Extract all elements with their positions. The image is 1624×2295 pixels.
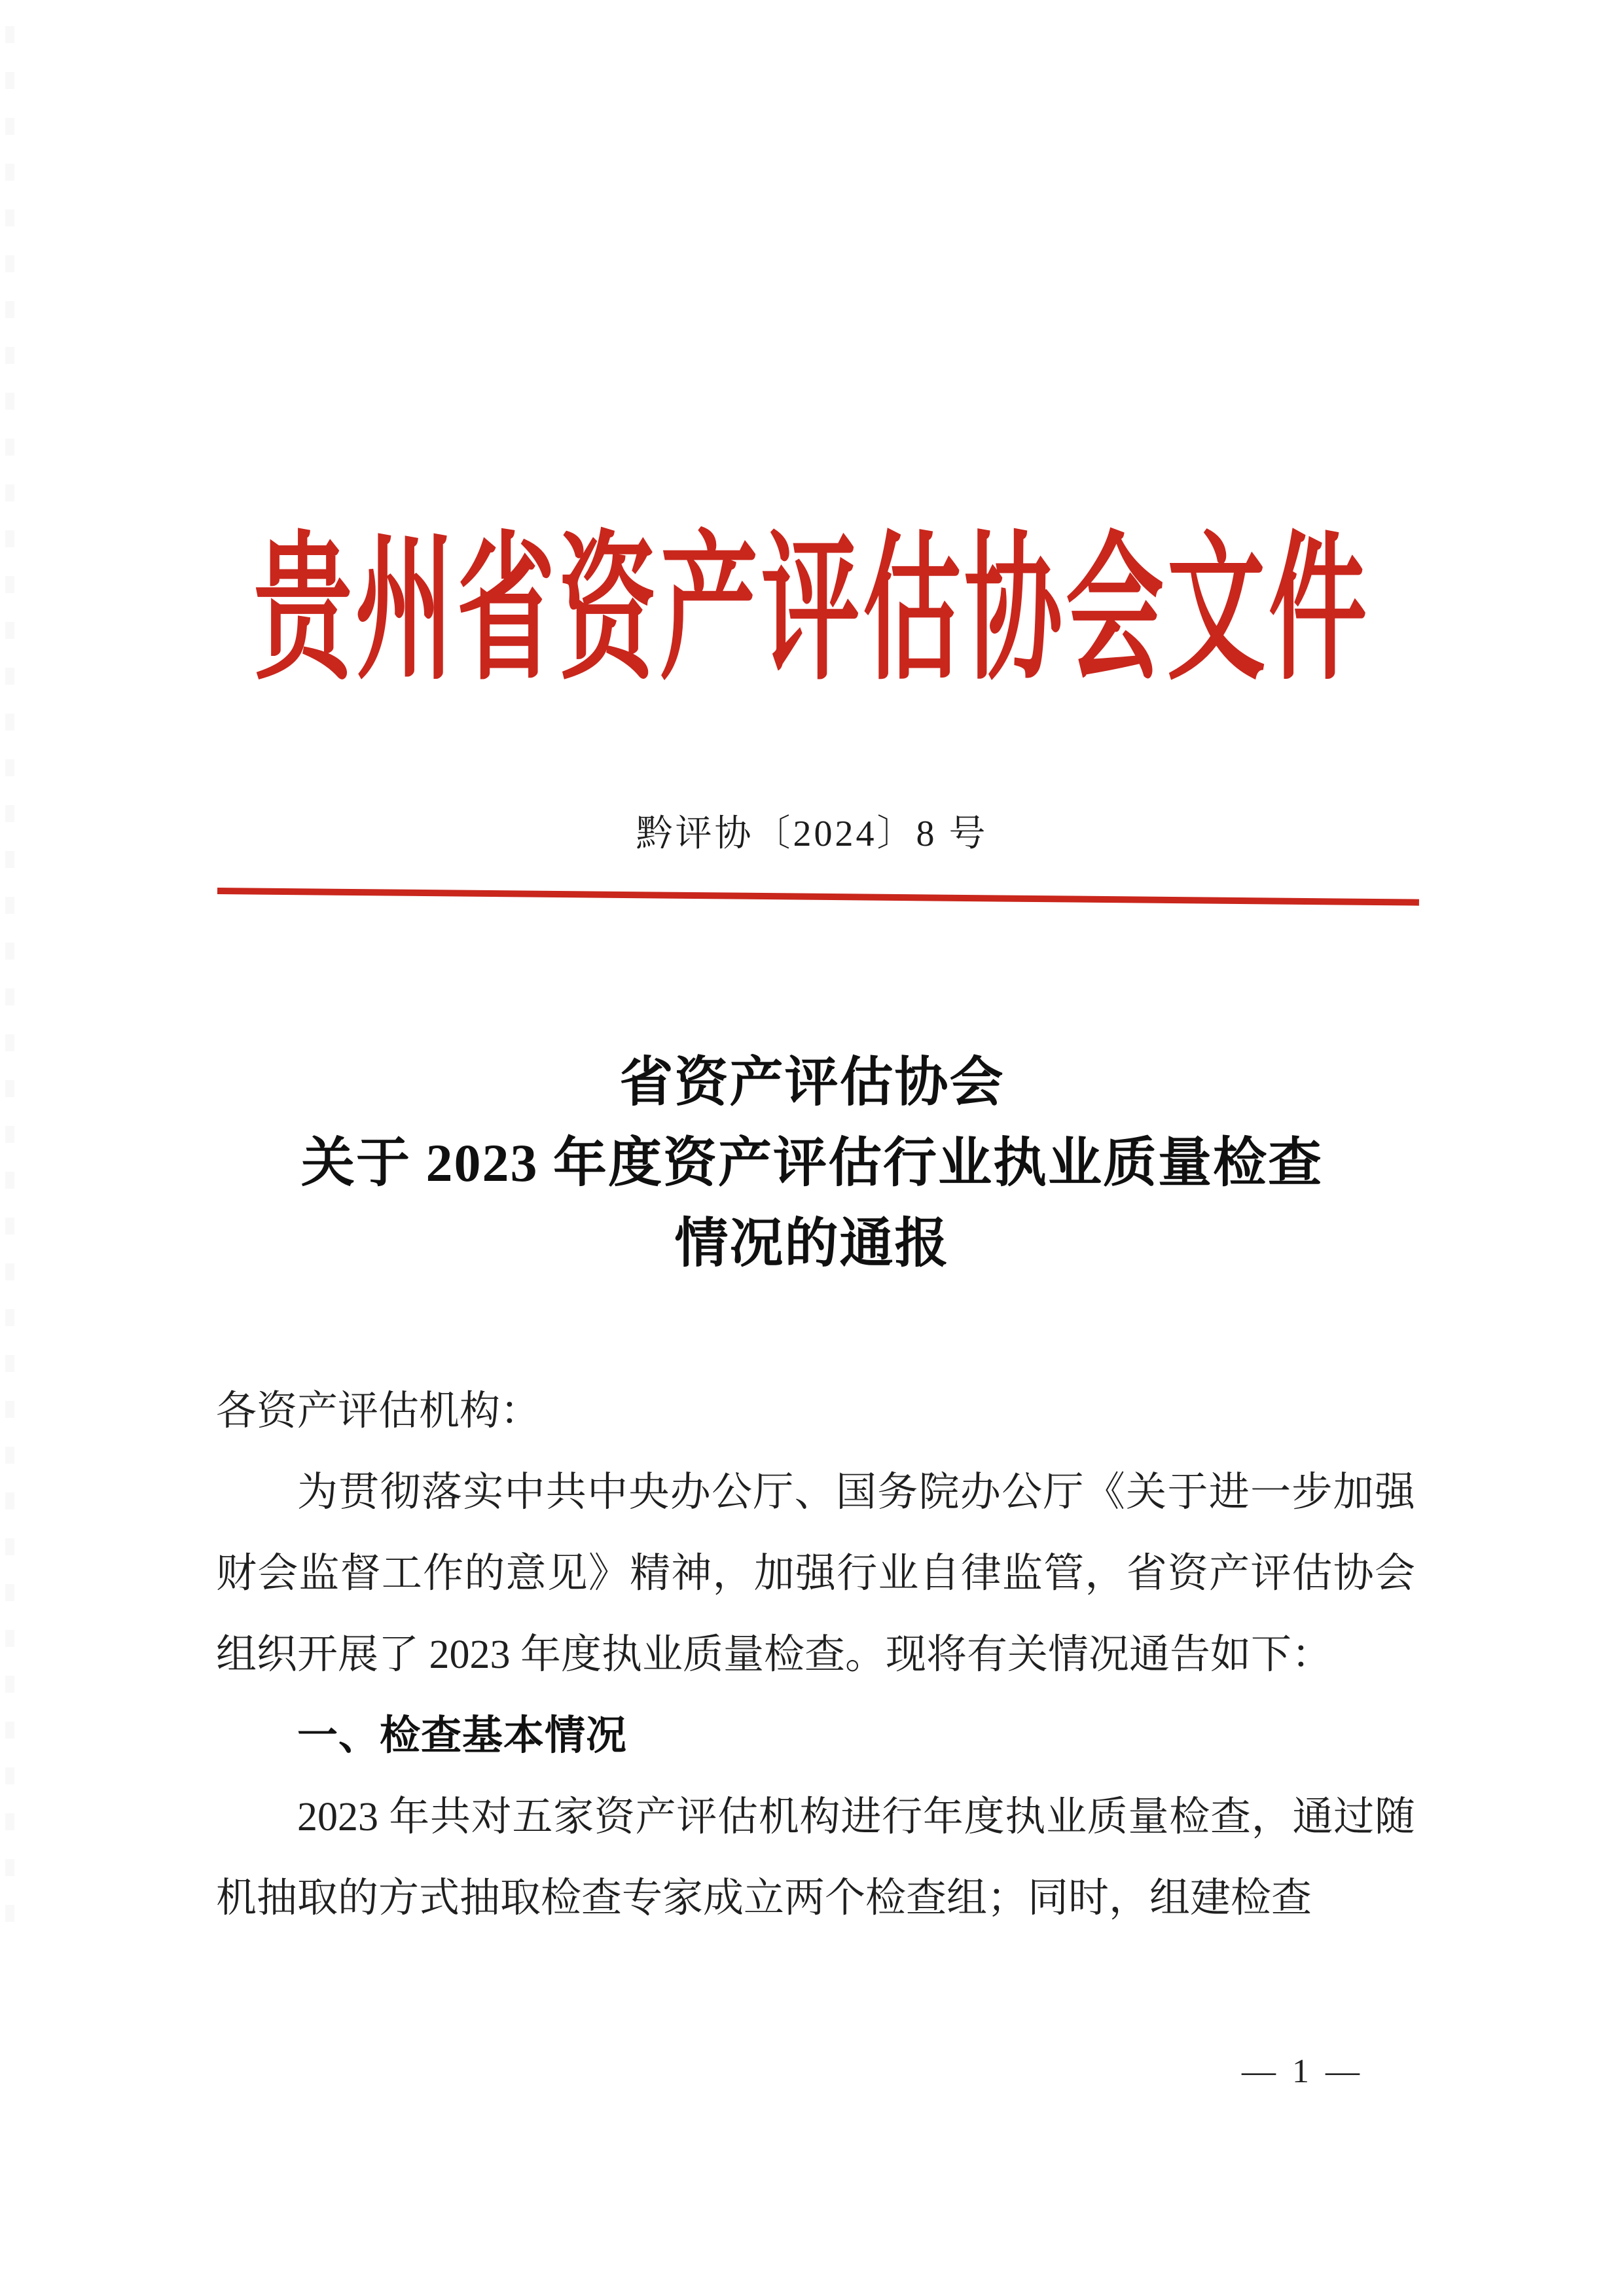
salutation: 各资产评估机构： (216, 1389, 541, 1434)
document-title-line-3: 情况的通报 (674, 1214, 950, 1273)
document-title-line-1: 省资产评估协会 (619, 1053, 1005, 1112)
document-title (0, 1042, 1624, 1284)
scan-edge-artifact (5, 26, 14, 1925)
page-number: — 1 — (1242, 2053, 1363, 2090)
red-divider-line (217, 888, 1419, 906)
document-body (216, 1371, 1415, 1939)
paragraph-2: 2023 年共对五家资产评估机构进行年度执业质量检查，通过随机抽取的方式抽取检查专家成立两个检查组；同时，组建检查 (216, 1795, 1415, 1921)
section-heading: 一、检查基本情况 (297, 1713, 628, 1758)
paragraph-1: 为贯彻落实中共中央办公厅、国务院办公厅《关于进一步加强财会监督工作的意见》精神，加强行业自律监管，省资产评估协会组织开展了 2023 年度执业质量检查。现将有关情况通告如下： (216, 1470, 1415, 1677)
doc-number: 黔评协〔2024〕8 号 (636, 814, 988, 854)
masthead-title: 贵州省资产评估协会文件 (253, 523, 1370, 699)
document-title-line-2: 关于 2023 年度资产评估行业执业质量检查 (300, 1133, 1323, 1193)
